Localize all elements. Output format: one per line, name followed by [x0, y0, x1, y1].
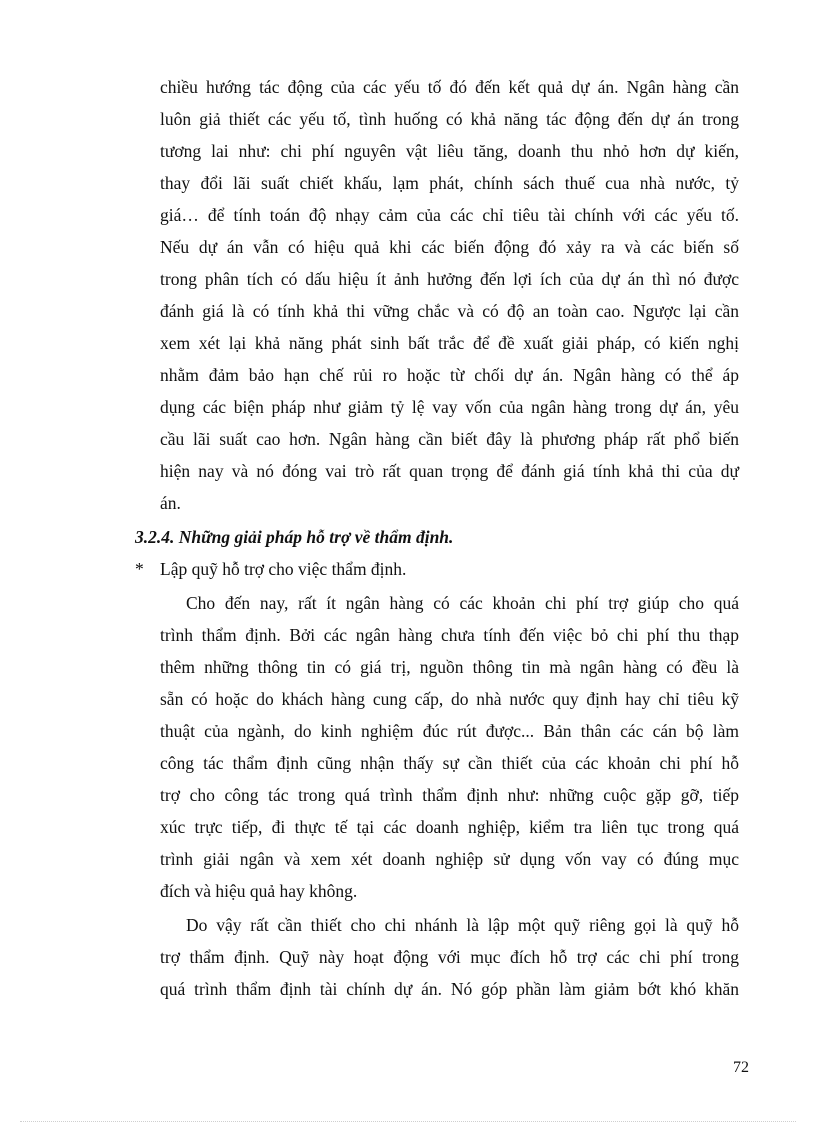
p1-line: hiện nay và nó đóng vai trò rất quan trọng để đánh giá tính khả thi của dự	[160, 461, 739, 481]
page-number: 72	[733, 1059, 749, 1076]
p1-line: dụng các biện pháp như giảm tỷ lệ vay vốn của ngân hàng trong dự án, yêu	[160, 397, 739, 417]
p1-line: án.	[160, 493, 181, 513]
p1-line: chiều hướng tác động của các yếu tố đó đến kết quả dự án. Ngân hàng cần	[160, 77, 739, 97]
p2-line: Cho đến nay, rất ít ngân hàng có các khoản chi phí trợ giúp cho quá	[186, 593, 739, 613]
p1-line: tương lai như: chi phí nguyên vật liêu tăng, doanh thu nhỏ hơn dự kiến,	[160, 141, 739, 161]
p1-line: Nếu dự án vẫn có hiệu quả khi các biến động đó xảy ra và các biến số	[160, 237, 739, 257]
p2-line: thuật của ngành, do kinh nghiệm đúc rút được... Bản thân các cán bộ làm	[160, 721, 739, 741]
p1-line: xem xét lại khả năng phát sinh bất trắc để đề xuất giải pháp, có kiến nghị	[160, 333, 739, 353]
p3-line: Do vậy rất cần thiết cho chi nhánh là lập một quỹ riêng gọi là quỹ hỗ	[186, 915, 739, 935]
p1-line: thay đổi lãi suất chiết khấu, lạm phát, chính sách thuế cua nhà nước, tỷ	[160, 173, 739, 193]
section-heading: 3.2.4. Những giải pháp hỗ trợ về thẩm định.	[135, 527, 454, 547]
p1-line: nhằm đảm bảo hạn chế rủi ro hoặc từ chối dự án. Ngân hàng có thể áp	[160, 365, 739, 385]
p1-line: đánh giá là có tính khả thi vững chắc và có độ an toàn cao. Ngược lại cần	[160, 301, 739, 321]
page-bottom-rule	[20, 1121, 796, 1122]
p1-line: trong phân tích có dấu hiệu ít ảnh hưởng đến lợi ích của dự án thì nó được	[160, 269, 739, 289]
p2-line: xúc trực tiếp, đi thực tế tại các doanh nghiệp, kiểm tra liên tục trong quá	[160, 817, 739, 837]
p3-line: quá trình thẩm định tài chính dự án. Nó góp phần làm giảm bớt khó khăn	[160, 979, 739, 999]
p2-line: sẵn có hoặc do khách hàng cung cấp, do nhà nước quy định hay chỉ tiêu kỹ	[160, 689, 739, 709]
p2-line: thêm những thông tin có giá trị, nguồn thông tin mà ngân hàng có đều là	[160, 657, 739, 677]
p2-line: trợ cho công tác trong quá trình thẩm định như: những cuộc gặp gỡ, tiếp	[160, 785, 739, 805]
p1-line: cầu lãi suất cao hơn. Ngân hàng cần biết đây là phương pháp rất phổ biến	[160, 429, 739, 449]
bullet-marker: *	[135, 559, 144, 579]
p1-line: giá… để tính toán độ nhạy cảm của các chỉ tiêu tài chính với các yếu tố.	[160, 205, 739, 225]
bullet-text: Lập quỹ hỗ trợ cho việc thẩm định.	[160, 559, 407, 579]
p2-line: trình thẩm định. Bởi các ngân hàng chưa tính đến việc bỏ chi phí thu thạp	[160, 625, 739, 645]
p1-line: luôn giả thiết các yếu tố, tình huống có khả năng tác động đến dự án trong	[160, 109, 739, 129]
p2-line: đích và hiệu quả hay không.	[160, 881, 358, 901]
p3-line: trợ thẩm định. Quỹ này hoạt động với mục đích hỗ trợ các chi phí trong	[160, 947, 739, 967]
p2-line: trình giải ngân và xem xét doanh nghiệp sử dụng vốn vay có đúng mục	[160, 849, 739, 869]
p2-line: công tác thẩm định cũng nhận thấy sự cần thiết của các khoản chi phí hỗ	[160, 753, 739, 773]
